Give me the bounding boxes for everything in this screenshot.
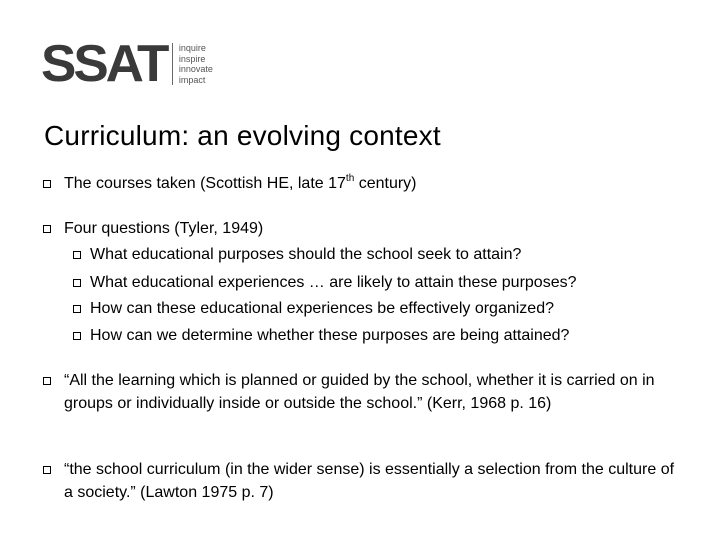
- bullet-item: [64, 217, 684, 240]
- sub-bullet-item: [90, 324, 690, 347]
- superscript-text: th: [345, 172, 355, 184]
- square-bullet-icon: [73, 279, 81, 287]
- sub-bullet-text: How can these educational experiences be effectively organized?: [90, 300, 554, 317]
- sub-bullet-text: What educational purposes should the school seek to attain?: [90, 246, 522, 263]
- sub-bullet-item: [90, 271, 690, 294]
- tagline-line: inquire: [178, 43, 206, 53]
- square-bullet-icon: [73, 332, 81, 340]
- square-bullet-icon: [73, 305, 81, 313]
- tagline-line: impact: [178, 74, 206, 85]
- square-bullet-icon: [43, 377, 51, 385]
- sub-bullet-item: [90, 243, 690, 266]
- tagline-line: innovate: [178, 64, 213, 74]
- bullet-text: “the school curriculum (in the wider sense) is essentially a selection from the culture of a society.” (Lawton 1975 p. 7): [64, 461, 675, 501]
- square-bullet-icon: [43, 466, 51, 474]
- sub-bullet-item: [90, 297, 690, 320]
- bullet-text: The courses taken (Scottish HE, late 17: [64, 175, 346, 192]
- sub-bullet-text: How can we determine whether these purposes are being attained?: [90, 327, 570, 344]
- bullet-text: Four questions (Tyler, 1949): [64, 220, 264, 237]
- logo-wordmark: SSAT: [41, 35, 167, 93]
- square-bullet-icon: [73, 251, 81, 259]
- bullet-item: [64, 369, 678, 415]
- slide-title: Curriculum: an evolving context: [44, 120, 441, 151]
- bullet-text: century): [354, 175, 417, 192]
- bullet-text: “All the learning which is planned or guided by the school, whether it is carried on in groups or individually inside or outside the school.” (Kerr, 1968 p. 16): [64, 372, 655, 412]
- sub-bullet-text: What educational experiences … are likely to attain these purposes?: [90, 274, 577, 291]
- tagline-line: inspire: [178, 53, 206, 64]
- square-bullet-icon: [43, 180, 51, 188]
- square-bullet-icon: [43, 225, 51, 233]
- bullet-item: [64, 458, 678, 504]
- bullet-item: [64, 172, 684, 195]
